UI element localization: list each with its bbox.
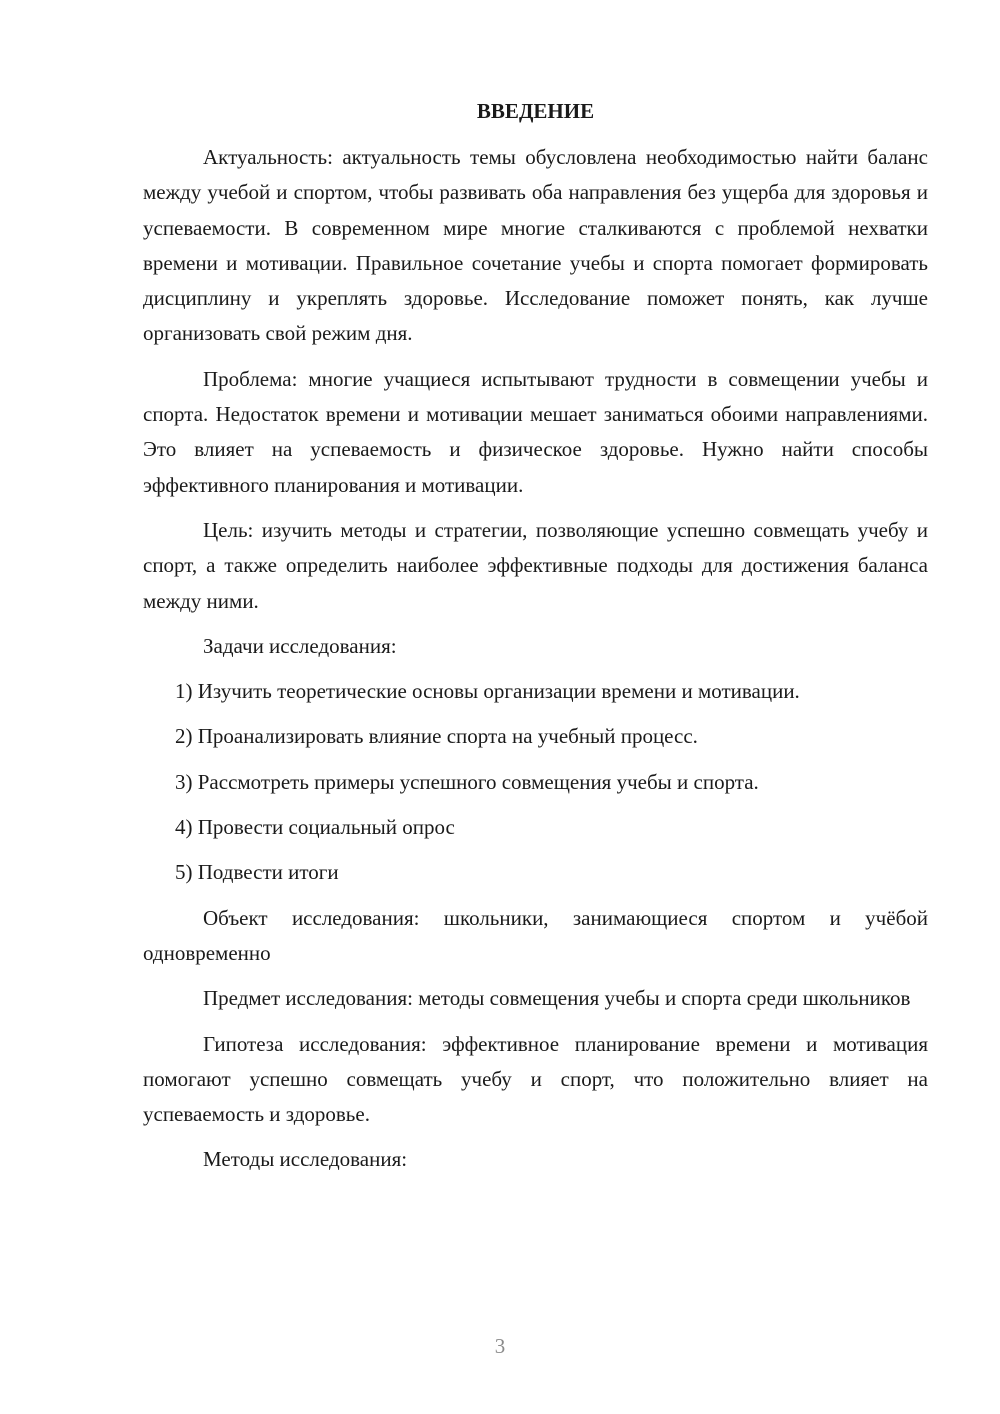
paragraph-relevance: Актуальность: актуальность темы обусловлена необходимостью найти баланс между учебой и спортом, чтобы развивать оба направления без ущерба для здоровья и успеваемости. В современном мире многие сталкиваются с проблемой нехватки времени и мотивации. Правильное сочетание учебы и спорта помогает формировать дисциплину и укреплять здоровье. Исследование поможет понять, как лучше организовать свой режим дня. xyxy=(143,145,928,346)
task-item-5: 5) Подвести итоги xyxy=(175,860,339,885)
paragraph-goal: Цель: изучить методы и стратегии, позволяющие успешно совмещать учебу и спорт, а также определить наиболее эффективные подходы для достижения баланса между ними. xyxy=(143,517,928,613)
paragraph-tasks-heading: Задачи исследования: xyxy=(203,633,397,658)
task-item-4: 4) Провести социальный опрос xyxy=(175,815,455,840)
paragraph-object: Объект исследования: школьники, занимающиеся спортом и учёбой одновременно xyxy=(143,905,928,965)
paragraph-hypothesis: Гипотеза исследования: эффективное планирование времени и мотивация помогают успешно совмещать учебу и спорт, что положительно влияет на успеваемость и здоровье. xyxy=(143,1031,928,1127)
task-item-1: 1) Изучить теоретические основы организации времени и мотивации. xyxy=(175,679,800,704)
paragraph-subject: Предмет исследования: методы совмещения учебы и спорта среди школьников xyxy=(203,986,911,1011)
task-item-2: 2) Проанализировать влияние спорта на учебный процесс. xyxy=(175,724,698,749)
document-page xyxy=(143,94,928,1188)
paragraph-methods-heading: Методы исследования: xyxy=(203,1147,408,1172)
section-title: ВВЕДЕНИЕ xyxy=(476,99,595,123)
task-item-3: 3) Рассмотреть примеры успешного совмещения учебы и спорта. xyxy=(175,769,759,794)
page-number: 3 xyxy=(494,1334,506,1358)
paragraph-problem: Проблема: многие учащиеся испытывают трудности в совмещении учебы и спорта. Недостаток времени и мотивации мешает заниматься обоими направлениями. Это влияет на успеваемость и физическое здоровье. Нужно найти способы эффективного планирования и мотивации. xyxy=(143,366,928,497)
